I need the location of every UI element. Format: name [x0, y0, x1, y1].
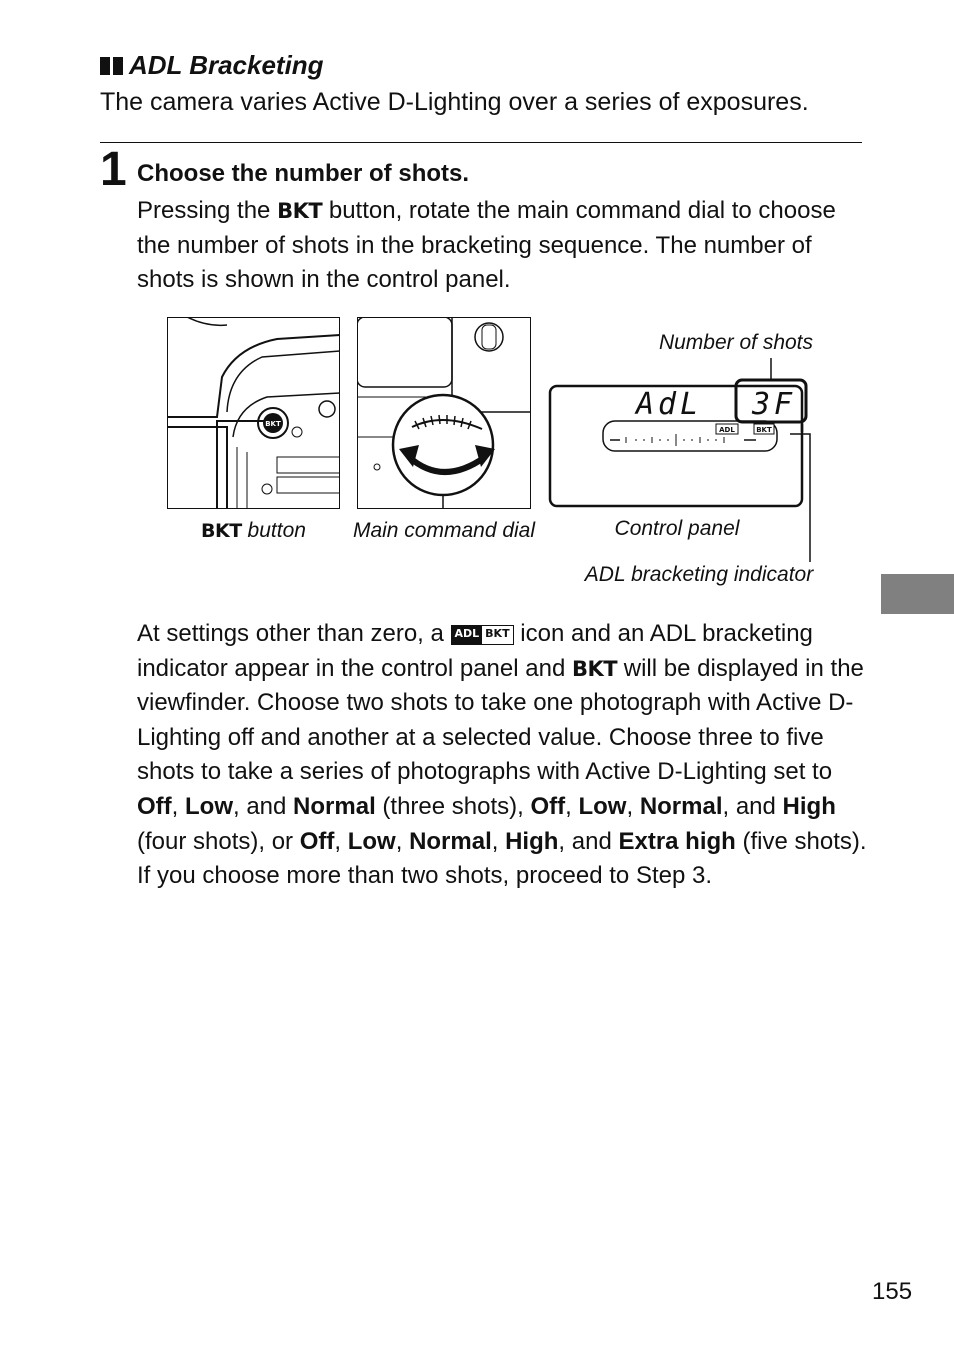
section-intro: The camera varies Active D-Lighting over a series of exposures. — [100, 88, 809, 116]
adl-indicator-caption: ADL bracketing indicator — [584, 563, 814, 586]
option-low: Low — [578, 792, 627, 820]
chapter-tab — [881, 574, 954, 614]
main-command-dial-illustration — [357, 317, 531, 509]
paragraph-text: (five shots). If you choose more than two shots, proceed to Step 3. — [137, 827, 867, 890]
paragraph-text: (four shots), or — [137, 827, 300, 855]
option-low: Low — [347, 827, 396, 855]
step-body-text: Pressing the — [137, 197, 278, 224]
paragraph-text: , — [491, 827, 506, 855]
paragraph-text: , — [565, 792, 579, 820]
explanation-paragraph — [137, 617, 877, 894]
adl-icon-label: ADL — [452, 626, 483, 644]
step-number: 1 — [100, 143, 127, 196]
paragraph-text: , — [395, 827, 410, 855]
divider — [100, 142, 862, 143]
paragraph-text: , — [171, 792, 185, 820]
step-title: Choose the number of shots. — [137, 160, 470, 187]
paragraph-text: icon and an ADL bracketing indicator appear in the control panel and — [137, 620, 813, 682]
bkt-key-label: BKT — [277, 199, 323, 223]
option-high: High — [782, 792, 836, 820]
option-normal: Normal — [409, 827, 492, 855]
section-heading — [100, 50, 324, 81]
section-title: ADL Bracketing — [129, 50, 324, 80]
paragraph-text: At settings other than zero, a — [137, 620, 451, 647]
step-body-text: button, rotate the main command dial to choose the number of shots in the bracketing sequence. The number of shots is shown in the control panel. — [137, 197, 836, 293]
bkt-key-label: BKT — [201, 520, 242, 542]
lcd-shots-text: 3F — [752, 387, 797, 422]
camera-bkt-button-illustration — [167, 317, 340, 509]
paragraph-text: , and — [722, 792, 783, 820]
paragraph-text: will be displayed in the viewfinder. Choose two shots to take one photograph with Active D-Lighting off and another at a selected value. Choose three to five shots to take a series of photographs with Active D-Lighting set to — [137, 654, 864, 786]
paragraph-text: (three shots), — [375, 792, 531, 820]
step-body — [137, 194, 867, 298]
option-off: Off — [530, 792, 566, 820]
option-extra-high: Extra high — [618, 827, 736, 855]
number-of-shots-caption: Number of shots — [658, 331, 814, 354]
bkt-button-caption — [167, 516, 340, 546]
option-normal: Normal — [293, 792, 376, 820]
bkt-icon-label: BKT — [485, 626, 510, 640]
lcd-adl-icon: ADL — [719, 426, 735, 434]
lcd-mode-text: AdL — [636, 387, 703, 422]
option-high: High — [505, 827, 559, 855]
control-panel-caption: Control panel — [614, 517, 740, 540]
main-command-dial-caption: Main command dial — [352, 519, 536, 542]
bkt-button-icon: BKT — [265, 420, 281, 428]
paragraph-text: , — [626, 792, 640, 820]
paragraph-text: , — [334, 827, 348, 855]
lcd-bkt-icon: BKT — [756, 426, 772, 434]
option-off: Off — [299, 827, 335, 855]
option-normal: Normal — [639, 792, 723, 820]
option-off: Off — [137, 792, 172, 820]
paragraph-text: , and — [233, 792, 294, 820]
section-marker-icon — [100, 57, 123, 75]
paragraph-text: , and — [558, 827, 619, 855]
bkt-key-label: BKT — [571, 656, 618, 681]
option-low: Low — [185, 792, 233, 820]
adl-bkt-icon — [451, 625, 514, 645]
page-number: 155 — [872, 1278, 913, 1305]
caption-text: button — [241, 519, 306, 542]
